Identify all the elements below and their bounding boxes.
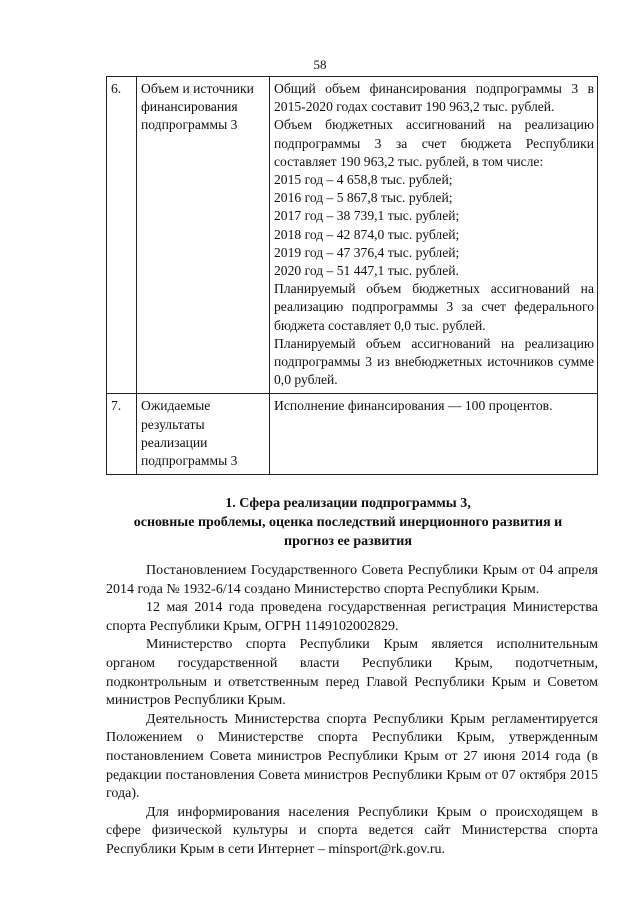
year-line: 2015 год – 4 658,8 тыс. рублей; (274, 172, 453, 188)
table-row (107, 394, 598, 475)
year-line: 2020 год – 51 447,1 тыс. рублей. (274, 263, 459, 279)
year-line: 2019 год – 47 376,4 тыс. рублей; (274, 244, 460, 260)
row-content (270, 77, 598, 394)
page-number: 58 (313, 57, 327, 72)
body-paragraph: 12 мая 2014 года проведена государственная регистрация Министерства спорта Республики Крым, ОГРН 1149102002829. (106, 600, 598, 634)
year-line: 2018 год – 42 874,0 тыс. рублей; (274, 226, 460, 242)
table-row (107, 77, 598, 394)
content-paragraph: Общий объем финансирования подпрограммы 3 в 2015-2020 годах составит 190 963,2 тыс. рублей. (274, 81, 594, 115)
year-line: 2017 год – 38 739,1 тыс. рублей; (274, 208, 460, 224)
content-paragraph: Объем бюджетных ассигнований на реализацию подпрограммы 3 за счет бюджета Республики составляет 190 963,2 тыс. рублей, в том числе: (274, 117, 594, 169)
body-paragraph: Для информирования населения Республики Крым о происходящем в сфере физической культуры и спорта ведется сайт Министерства спорта Республики Крым в сети Интернет – minsport@rk.gov.ru. (106, 804, 598, 857)
section-heading (96, 494, 600, 551)
content-paragraph: Планируемый объем ассигнований на реализацию подпрограммы 3 из внебюджетных источников сумме 0,0 рублей. (274, 335, 594, 388)
body-paragraph: Министерство спорта Республики Крым является исполнительным органом государственной власти Республики Крым, подотчетным, подконтрольным и ответственным перед Главой Республики Крым и Советом министров Республики Крым. (106, 637, 598, 709)
heading-line: прогноз ее развития (284, 534, 412, 549)
row-label: Ожидаемые результаты реализации подпрограммы 3 (137, 394, 270, 475)
year-line: 2016 год – 5 867,8 тыс. рублей; (274, 190, 453, 206)
content-paragraph: Планируемый объем бюджетных ассигнований на реализацию подпрограммы 3 за счет федерального бюджета составляет 0,0 тыс. рублей. (274, 281, 594, 333)
section-body (106, 562, 598, 860)
row-content (270, 394, 598, 475)
content-paragraph: Исполнение финансирования — 100 процентов. (274, 398, 553, 414)
row-number: 7. (107, 394, 137, 475)
heading-line: 1. Сфера реализации подпрограммы 3, (225, 496, 471, 511)
row-label: Объем и источники финансирования подпрограммы 3 (137, 77, 270, 394)
subprogram-info-table (106, 76, 598, 475)
body-paragraph: Постановлением Государственного Совета Республики Крым от 04 апреля 2014 года № 1932-6/14 создано Министерство спорта Республики Крым. (106, 563, 598, 597)
row-number: 6. (107, 77, 137, 394)
heading-line: основные проблемы, оценка последствий инерционного развития и (133, 515, 563, 530)
body-paragraph: Деятельность Министерства спорта Республики Крым регламентируется Положением о Министерстве спорта Республики Крым, утвержденным постановлением Совета министров Республики Крым от 27 июня 2014 года (в редакции постановления Совета министров Республики Крым от 07 октября 2015 года). (106, 711, 598, 802)
